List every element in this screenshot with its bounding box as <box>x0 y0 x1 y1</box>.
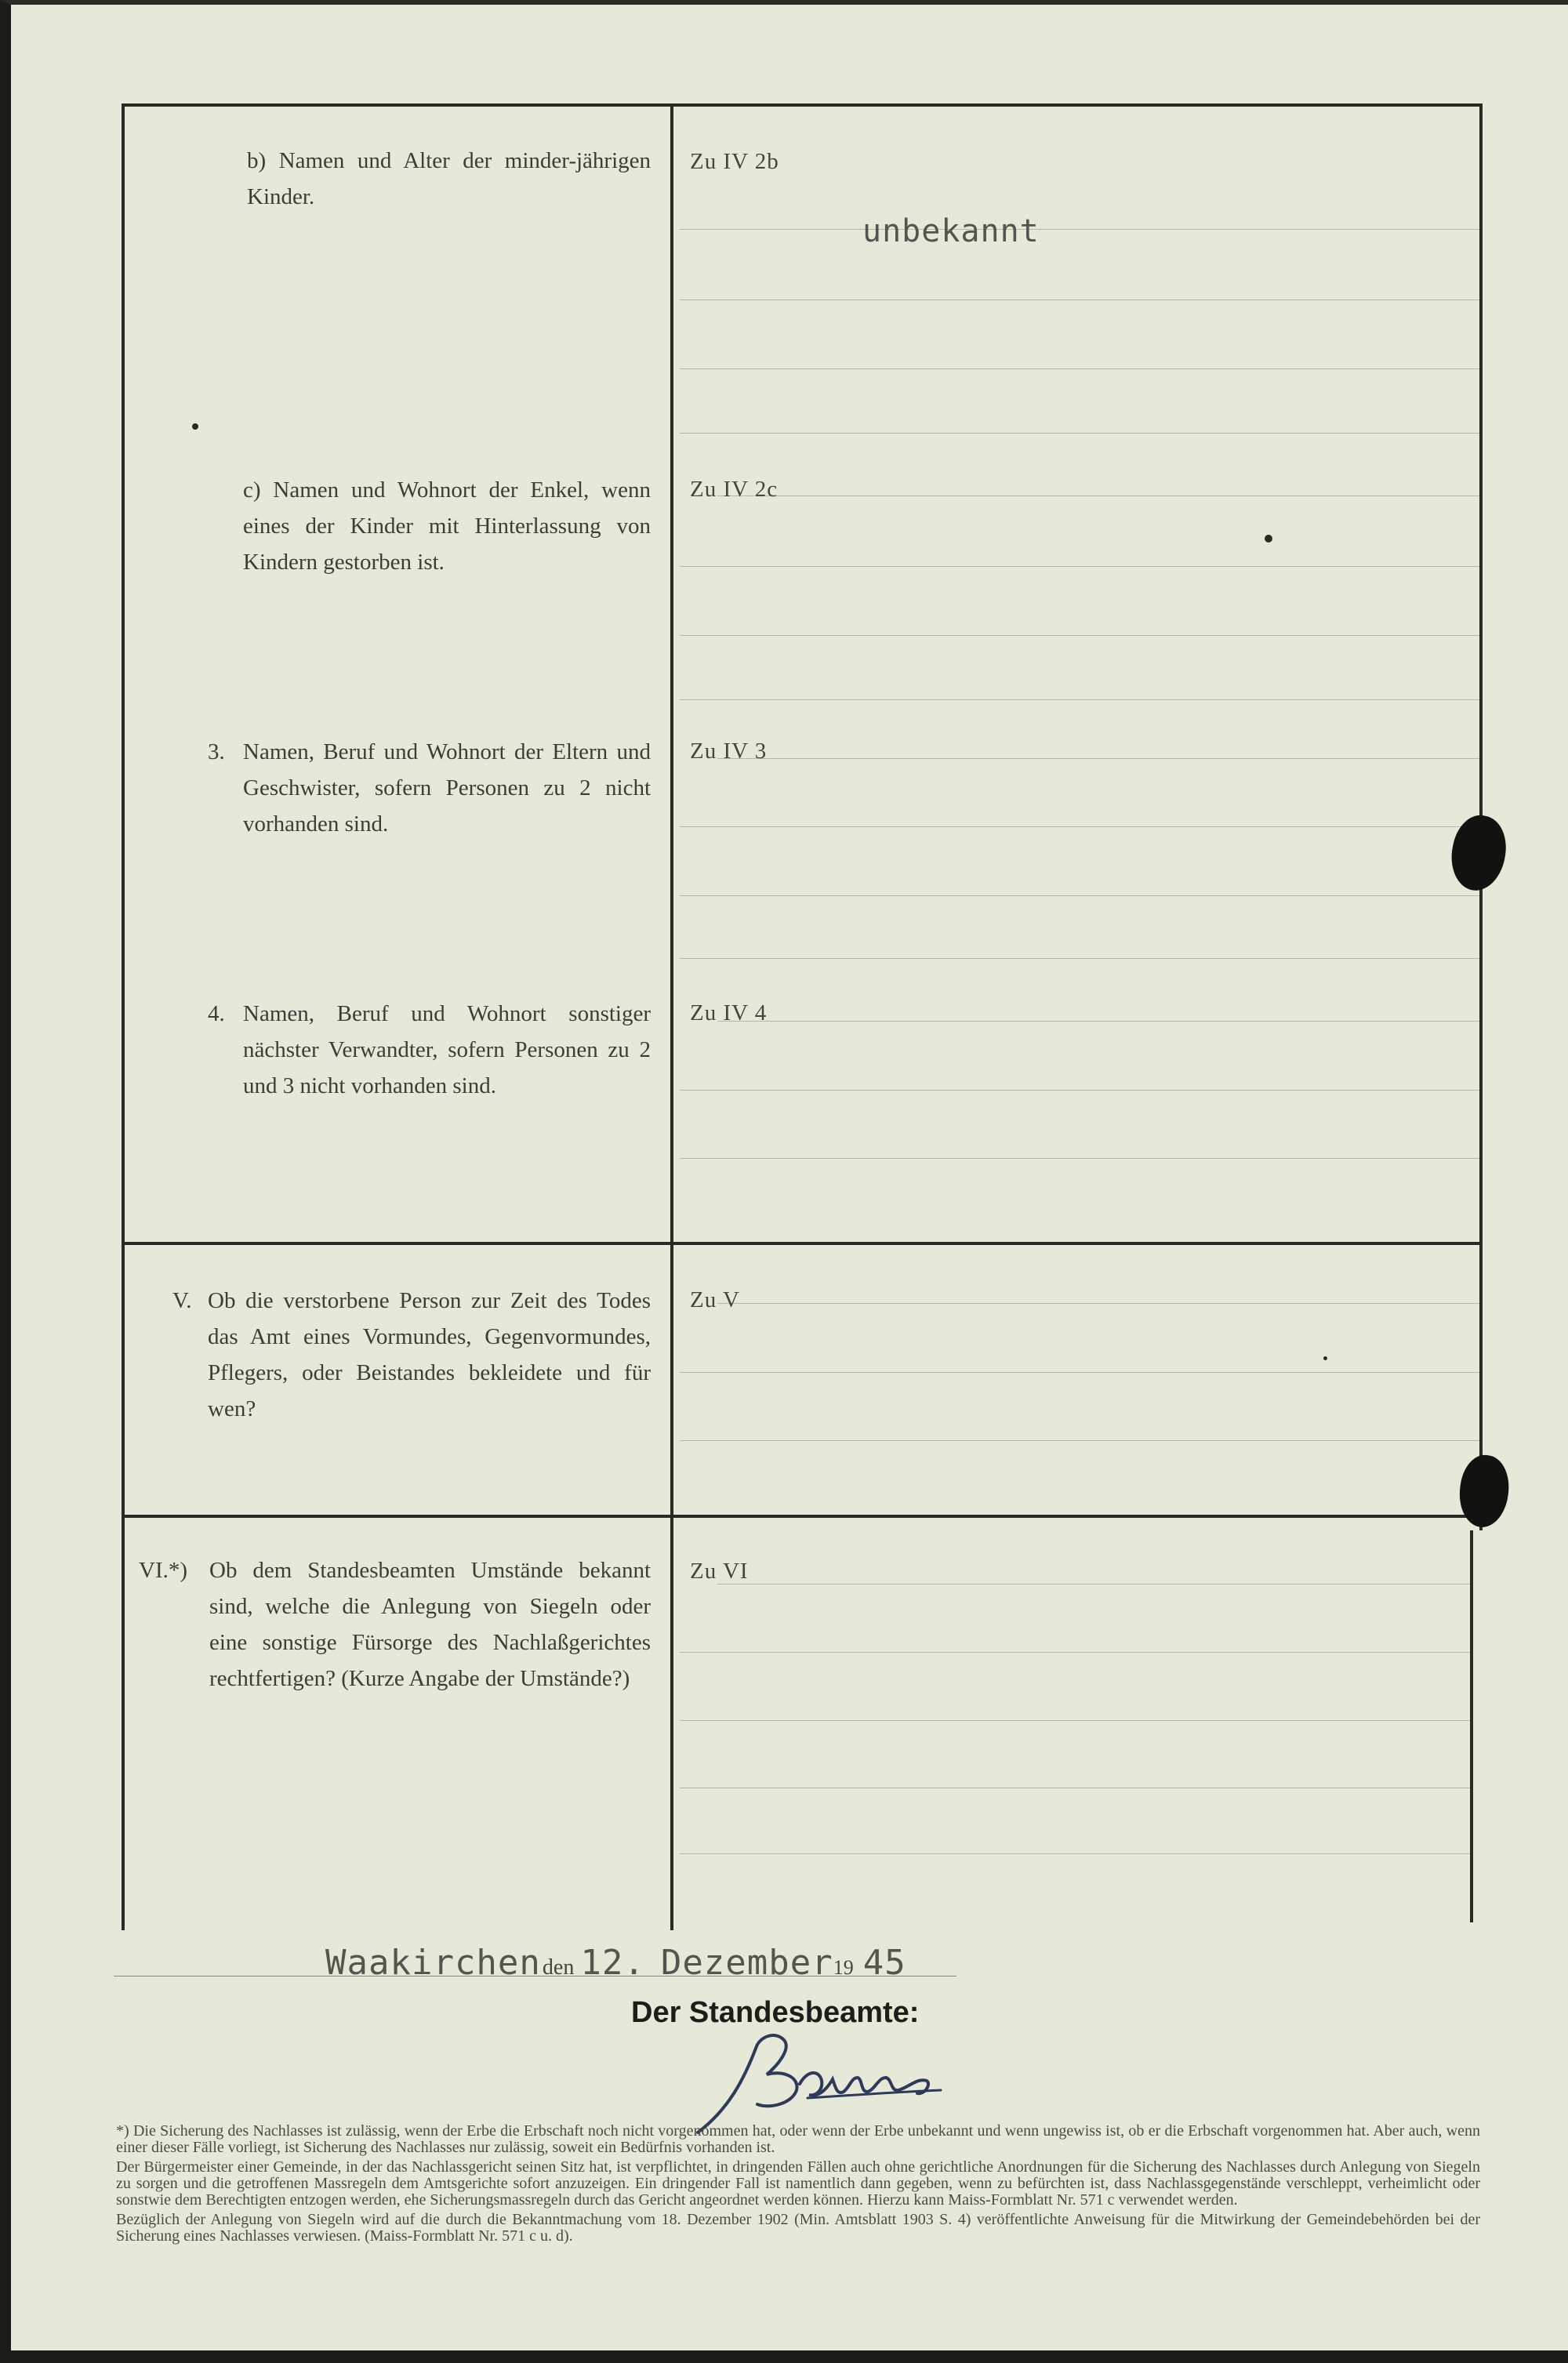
place-name: Waakirchen <box>325 1943 541 1983</box>
ink-speck <box>192 423 198 430</box>
item-4-number: 4. <box>208 1001 225 1026</box>
table-left-border <box>122 103 125 1930</box>
row-b-ref: Zu IV 2b <box>690 149 779 174</box>
table-right-border-lower <box>1470 1530 1473 1922</box>
row-c-label: c) Namen und Wohnort der Enkel, wenn eines der Kinder mit Hinterlassung von Kindern gestorben ist. <box>243 477 651 575</box>
section-divider-vi <box>122 1515 1479 1518</box>
writing-rule <box>680 1440 1479 1441</box>
row-b-label: b) Namen und Alter der minder-jährigen Kinder. <box>247 148 651 209</box>
row-c-ref: Zu IV 2c <box>690 477 779 502</box>
signatory-title: Der Standesbeamte: <box>631 1996 920 2029</box>
writing-rule <box>680 368 1479 369</box>
place-date <box>325 1943 906 1983</box>
ink-speck <box>1323 1356 1327 1360</box>
writing-rule <box>717 1303 1479 1304</box>
item-4-label: Namen, Beruf und Wohnort sonstiger nächster Verwandter, sofern Personen zu 2 und 3 nicht vorhanden sind. <box>243 1001 651 1098</box>
writing-rule <box>717 1021 1479 1022</box>
writing-rule <box>680 1158 1479 1159</box>
writing-rule <box>680 1720 1470 1721</box>
section-v-ref: Zu V <box>690 1287 740 1312</box>
writing-rule <box>680 699 1479 700</box>
writing-rule <box>717 758 1479 759</box>
writing-rule <box>680 229 1479 230</box>
footnote-2: Der Bürgermeister einer Gemeinde, in der das Nachlassgericht seinen Sitz hat, ist verpflichtet, in dringenden Fällen auch ohne gerichtliche Anordnungen für die Sicherung des Nachlasses durch Anlegung von Siegeln zu sorgen und die getroffenen Massregeln dem Amtsgerichte sofort anzuzeigen. Ein dringender Fall ist namentlich dann gegeben, wenn zu befürchten ist, dass Nachlassgegenstände verschleppt, verheimlicht oder sonstwie dem Berechtigten entzogen werden, ehe Sicherungsmassregeln durch das Gericht angeordnet werden können. Hierzu kann Maiss-Formblatt Nr. 571 c verwendet werden. <box>116 2158 1480 2209</box>
writing-rule <box>680 299 1479 300</box>
footnotes <box>116 2123 1480 2248</box>
writing-rule <box>680 1090 1479 1091</box>
writing-rule <box>680 433 1479 434</box>
date-century: 19 <box>833 1956 854 1979</box>
section-divider-v <box>122 1242 1479 1245</box>
den-label: den <box>542 1955 575 1980</box>
writing-rule <box>680 1853 1470 1854</box>
section-v-label: Ob die verstorbene Person zur Zeit des Todes das Amt eines Vormundes, Gegenvormundes, Pflegers, oder Beistandes bekleidete und für wen? <box>208 1288 651 1421</box>
section-vi-label: Ob dem Standesbeamten Umstände bekannt sind, welche die Anlegung von Siegeln oder eine sonstige Fürsorge des Nachlaßgerichtes rechtfertigen? (Kurze Angabe der Umstände?) <box>209 1558 651 1691</box>
item-3-number: 3. <box>208 739 225 764</box>
section-vi-ref: Zu VI <box>690 1559 749 1584</box>
writing-rule <box>680 635 1479 636</box>
footnote-3: Bezüglich der Anlegung von Siegeln wird auf die durch die Bekanntmachung vom 18. Dezember 1902 (Min. Amtsblatt 1903 S. 4) veröffentlichte Anweisung für die Mitwirkung der Gemeindebehörden bei der Sicherung eines Nachlasses verwiesen. (Maiss-Formblatt Nr. 571 c u. d). <box>116 2211 1480 2245</box>
section-vi-number: VI.*) <box>139 1558 188 1583</box>
section-v-number: V. <box>172 1288 192 1313</box>
date-year: 45 <box>862 1943 906 1983</box>
writing-rule <box>680 826 1479 827</box>
item-3-ref: Zu IV 3 <box>690 739 768 764</box>
footnote-1: *) Die Sicherung des Nachlasses ist zulässig, wenn der Erbe die Erbschaft noch nicht vorgenommen hat, oder wenn der Erbe unbekannt und wenn ungewiss ist, ob er die Erbschaft vorgenommen hat. Aber auch, wenn einer dieser Fälle vorliegt, ist Sicherung des Nachlasses nur zulässig, soweit ein Bedürfnis vorhanden ist. <box>116 2122 1480 2156</box>
writing-rule <box>680 1372 1479 1373</box>
writing-rule <box>717 495 1479 496</box>
item-4-ref: Zu IV 4 <box>690 1000 768 1025</box>
writing-rule <box>680 895 1479 896</box>
table-top-border <box>122 103 1479 107</box>
row-b-answer: unbekannt <box>862 213 1040 249</box>
writing-rule <box>680 566 1479 567</box>
item-3-label: Namen, Beruf und Wohnort der Eltern und Geschwister, sofern Personen zu 2 nicht vorhanden sind. <box>243 739 651 837</box>
column-divider <box>670 103 673 1930</box>
writing-rule <box>680 1652 1470 1653</box>
date-month: Dezember <box>660 1943 833 1983</box>
form-table <box>122 103 1479 1930</box>
ink-speck <box>1265 535 1272 543</box>
date-day: 12. <box>580 1943 645 1983</box>
writing-rule <box>680 958 1479 959</box>
